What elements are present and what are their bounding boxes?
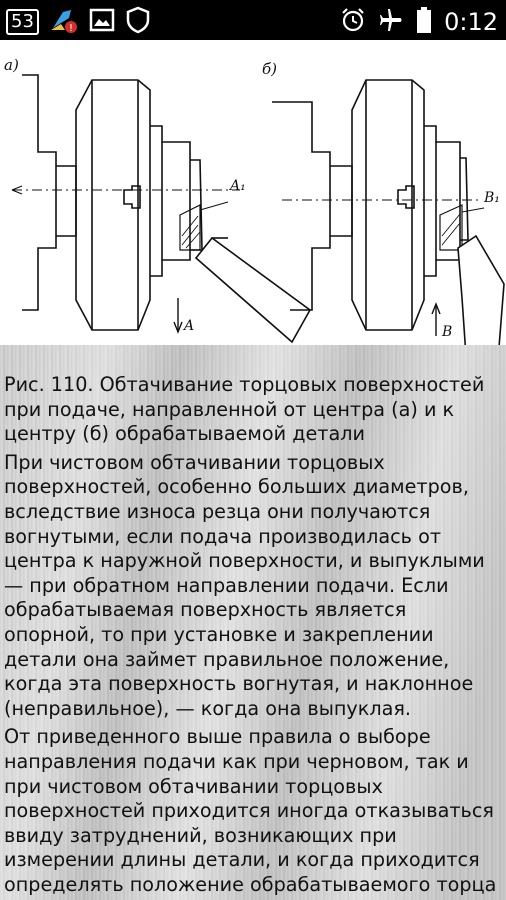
label-b: б) <box>262 60 278 78</box>
label-b1: B₁ <box>484 190 500 206</box>
status-bar <box>0 0 506 40</box>
status-left <box>6 6 151 38</box>
gallery-icon[interactable] <box>89 7 115 37</box>
cleaner-app-icon[interactable] <box>49 6 79 38</box>
figure-110 <box>0 40 506 345</box>
label-a1: A₁ <box>230 178 246 194</box>
figure-caption: Рис. 110. Обтачивание торцовых поверхностей при подаче, направленной от центра (а) и к центру (б) обрабатываемой детали <box>4 373 485 446</box>
shield-icon[interactable] <box>125 6 151 38</box>
notification-count-icon[interactable]: 53 <box>6 9 39 35</box>
label-arrow-b: B <box>442 324 453 340</box>
alarm-icon <box>340 7 366 37</box>
paragraph-2: От приведенного выше правила о выборе направления подачи как при черновом, так и при чистовом обтачивании торцовых поверхностей приходится иногда отказываться ввиду затруднений, возникающих при измерении длины детали, и когда приходится определять положение обрабатываемого торца <box>4 725 497 896</box>
label-a: а) <box>4 56 19 74</box>
airplane-mode-icon <box>378 7 404 37</box>
clock: 0:12 <box>444 8 498 36</box>
battery-icon <box>416 6 432 38</box>
article-body[interactable] <box>0 345 506 900</box>
svg-text:!: ! <box>68 23 73 34</box>
label-arrow-a: A <box>184 318 195 334</box>
lathe-diagram <box>0 40 506 345</box>
paragraph-1: При чистовом обтачивании торцовых поверхностей, особенно больших диаметров, вследствие износа резца они получаются вогнутыми, если подача производилась от центра к наружной поверхности, и выпуклыми — при обратном направлении подачи. Если обрабатываемая поверхность является опорной, то при установке и закреплении детали она займет правильное положение, когда эта поверхность вогнутая, и наклонное (неправильное), — когда она выпуклая. <box>4 450 485 720</box>
status-right <box>340 6 498 38</box>
